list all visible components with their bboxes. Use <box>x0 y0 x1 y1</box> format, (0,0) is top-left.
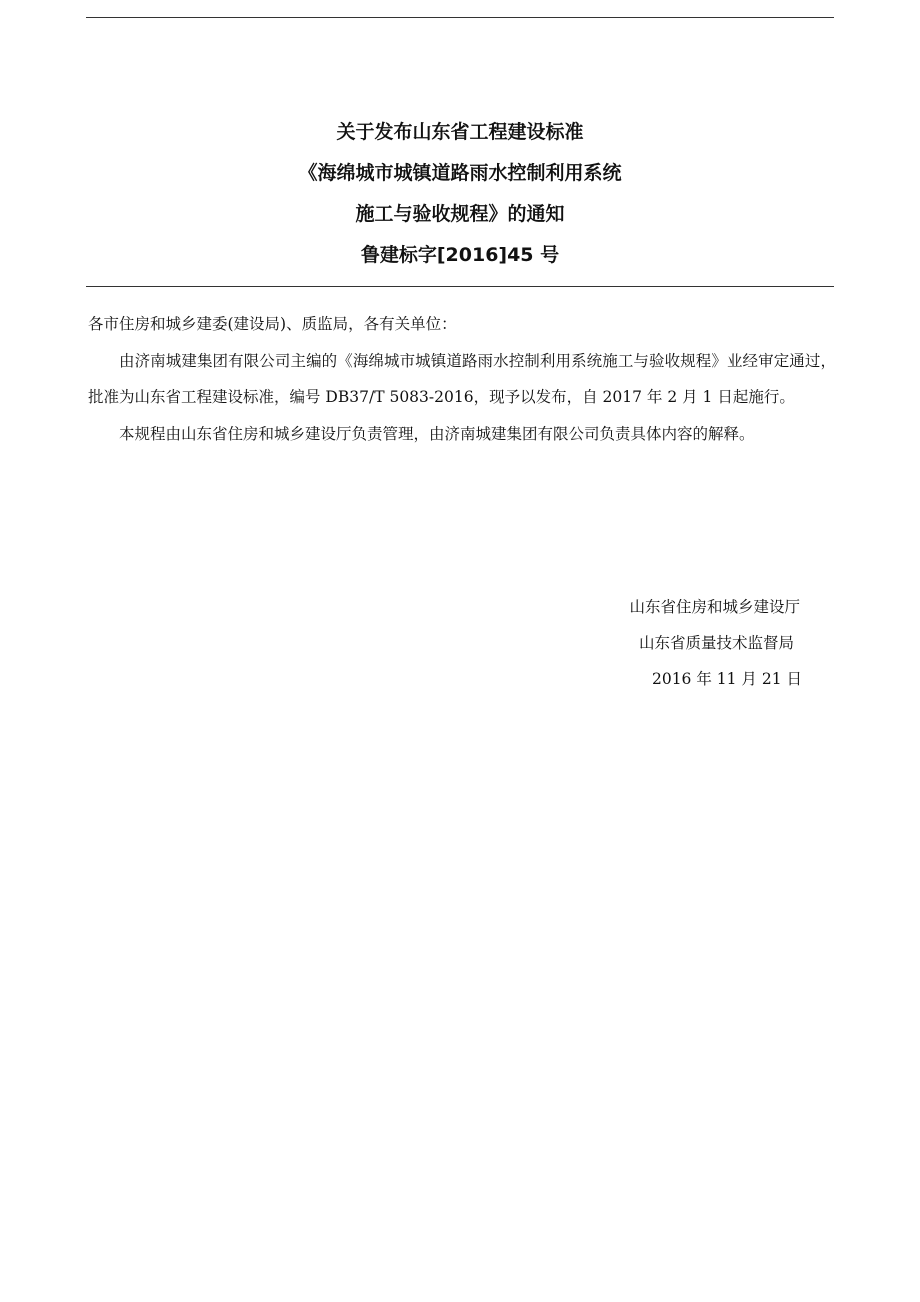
title-line-1: 关于发布山东省工程建设标准 <box>336 121 584 143</box>
paragraph-management: 本规程由山东省住房和城乡建设厅负责管理，由济南城建集团有限公司负责具体内容的解释。 <box>119 424 755 443</box>
title-line-3: 施工与验收规程》的通知 <box>355 203 565 225</box>
notice-body <box>88 306 836 452</box>
notice-title <box>86 112 834 276</box>
issuer-housing-department: 山东省住房和城乡建设厅 <box>629 598 800 616</box>
title-line-2: 《海绵城市城镇道路雨水控制利用系统 <box>298 162 622 184</box>
document-number: 鲁建标字[2016]45 号 <box>360 244 560 266</box>
issue-date: 2016 年 11 月 21 日 <box>651 670 802 688</box>
top-divider <box>86 17 834 18</box>
title-divider <box>86 286 834 287</box>
salutation: 各市住房和城乡建委(建设局)、质监局，各有关单位： <box>88 315 457 333</box>
issuer-quality-bureau: 山东省质量技术监督局 <box>638 634 794 652</box>
paragraph-approval: 由济南城建集团有限公司主编的《海绵城市城镇道路雨水控制利用系统施工与验收规程》业经审定通过，批准为山东省工程建设标准，编号 DB37/T 5083-2016，现予以发布，自 2017 年 2 月 1 日起施行。 <box>88 351 836 406</box>
